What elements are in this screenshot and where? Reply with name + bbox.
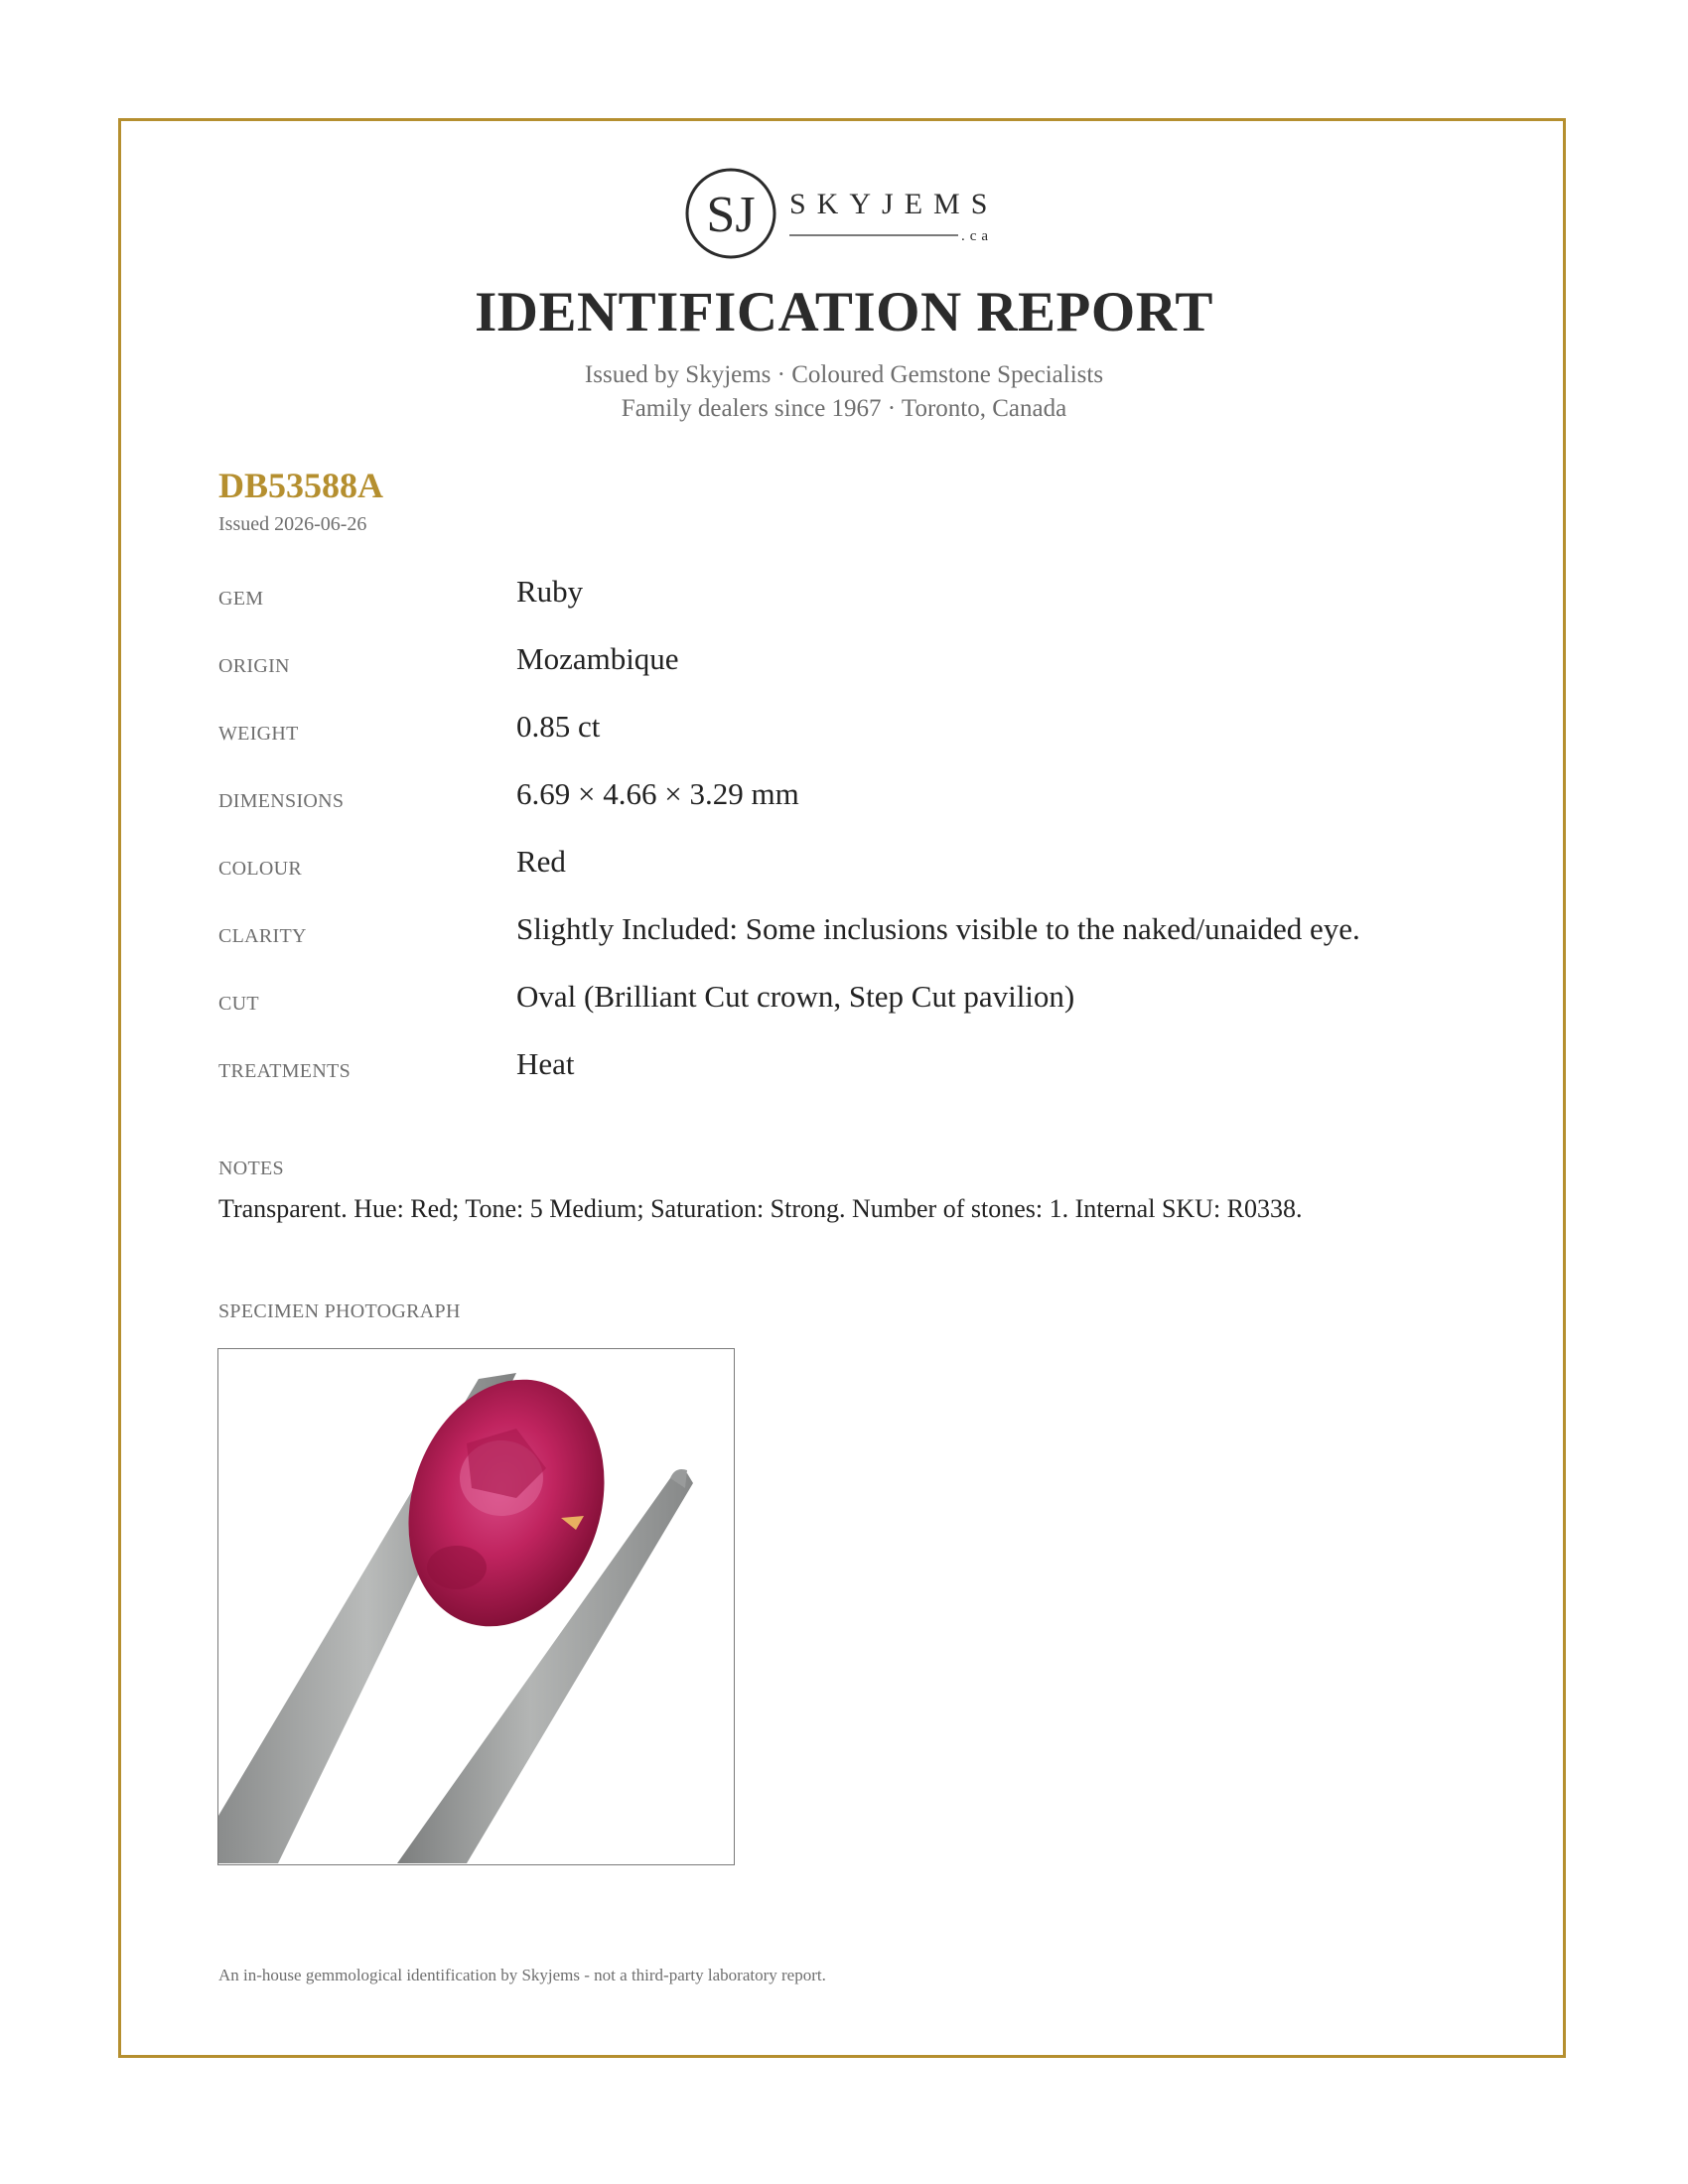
logo-monogram: SJ bbox=[706, 187, 756, 243]
field-label: GEM bbox=[218, 588, 264, 610]
photo-label: SPECIMEN PHOTOGRAPH bbox=[218, 1300, 461, 1322]
field-value: Red bbox=[516, 844, 566, 879]
field-value: 0.85 ct bbox=[516, 709, 601, 744]
skyjems-logo bbox=[685, 164, 1013, 263]
field-label: ORIGIN bbox=[218, 655, 290, 677]
notes-label: NOTES bbox=[218, 1158, 284, 1179]
field-value: Oval (Brilliant Cut crown, Step Cut pavilion) bbox=[516, 979, 1075, 1014]
field-dimensions bbox=[218, 776, 1509, 844]
field-origin bbox=[218, 641, 1509, 709]
dealer-line: Family dealers since 1967 · Toronto, Canada bbox=[621, 395, 1067, 422]
page-title: IDENTIFICATION REPORT bbox=[475, 281, 1213, 343]
field-label: CUT bbox=[218, 993, 259, 1015]
field-label: TREATMENTS bbox=[218, 1060, 351, 1082]
field-clarity bbox=[218, 911, 1509, 979]
logo-domain: .ca bbox=[961, 228, 994, 244]
notes-text: Transparent. Hue: Red; Tone: 5 Medium; Saturation: Strong. Number of stones: 1. Internal SKU: R0338. bbox=[218, 1194, 1303, 1223]
field-treatments bbox=[218, 1046, 1509, 1114]
field-value: 6.69 × 4.66 × 3.29 mm bbox=[516, 776, 799, 811]
field-cut bbox=[218, 979, 1509, 1046]
specimen-photograph bbox=[217, 1348, 735, 1865]
field-label: DIMENSIONS bbox=[218, 790, 345, 812]
field-value: Ruby bbox=[516, 574, 584, 609]
field-label: WEIGHT bbox=[218, 723, 299, 745]
field-value: Heat bbox=[516, 1046, 575, 1081]
issue-date: Issued 2026-06-26 bbox=[218, 513, 367, 535]
logo-wordmark: SKYJEMS bbox=[789, 188, 999, 220]
field-label: CLARITY bbox=[218, 925, 307, 947]
report-number: DB53588A bbox=[218, 466, 384, 505]
field-label: COLOUR bbox=[218, 858, 303, 880]
field-value: Slightly Included: Some inclusions visible to the naked/unaided eye. bbox=[516, 911, 1360, 946]
issuer-line: Issued by Skyjems · Coloured Gemstone Specialists bbox=[584, 361, 1104, 388]
gem-properties bbox=[218, 574, 1509, 1114]
field-gem bbox=[218, 574, 1509, 641]
field-colour bbox=[218, 844, 1509, 911]
field-value: Mozambique bbox=[516, 641, 679, 676]
field-weight bbox=[218, 709, 1509, 776]
disclaimer-footer: An in-house gemmological identification by Skyjems - not a third-party laboratory report. bbox=[218, 1966, 826, 1984]
